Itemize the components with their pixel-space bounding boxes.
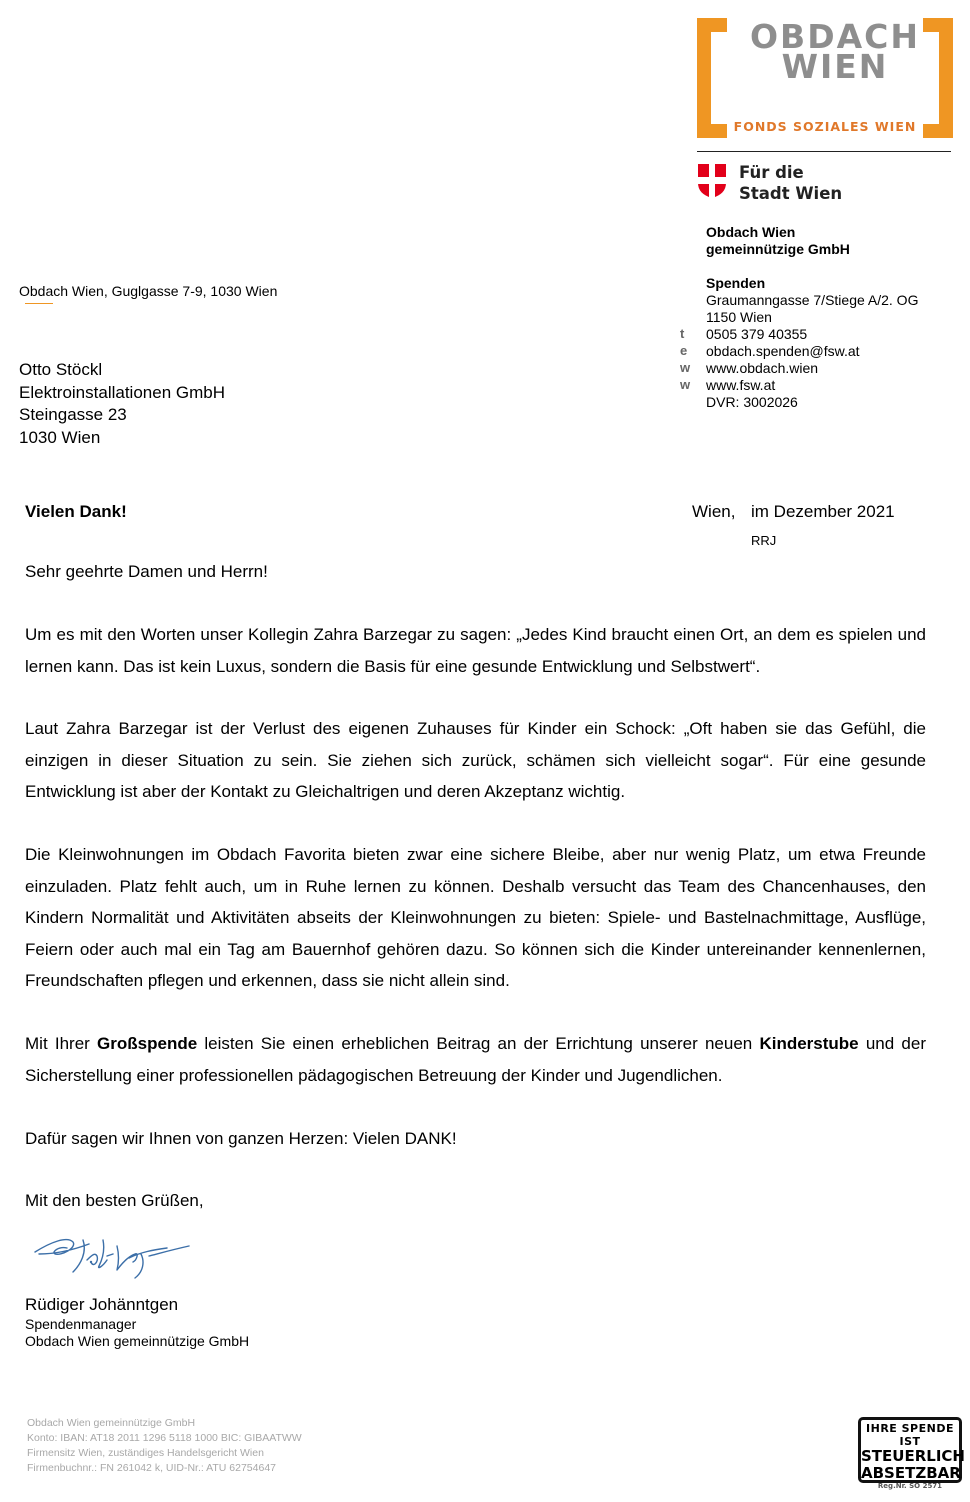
p4-bold-grossspende: Großspende	[97, 1034, 198, 1053]
paragraph-4	[25, 1028, 926, 1091]
footer-line1: Obdach Wien gemeinnützige GmbH	[27, 1417, 196, 1429]
signer-role: Spendenmanager	[25, 1316, 137, 1332]
signer-name: Rüdiger Johänntgen	[25, 1295, 179, 1314]
stadt-wien-line1: Für die	[739, 163, 804, 182]
recipient-line3: Steingasse 23	[19, 405, 127, 424]
org-name-block	[706, 224, 850, 258]
tax-deductible-badge	[858, 1417, 965, 1490]
phone-label: t	[680, 326, 685, 341]
org-name-line1: Obdach Wien	[706, 224, 796, 240]
header-divider	[697, 151, 951, 152]
logo-left-bracket	[697, 18, 727, 138]
org-name-line2: gemeinnützige GmbH	[706, 241, 850, 257]
footer-line2: Konto: IBAN: AT18 2011 1296 5118 1000 BIC: GIBAATWW	[27, 1432, 302, 1444]
handwritten-signature	[33, 1232, 193, 1280]
paragraph-3: Die Kleinwohnungen im Obdach Favorita bieten zwar eine sichere Bleibe, aber nur wenig Platz, um etwa Freunde einzuladen. Platz fehlt auch, um in Ruhe lernen zu können. Deshalb versucht das Team des Chancenhauses, den Kindern Normalität und Aktivitäten abseits der Kleinwohnungen zu bieten: Spiele- und Bastelnachmittage, Ausflüge, Feiern oder auch mal ein Tag am Bauernhof gehören dazu. So können sich die Kinder untereinander kennenlernen, Freundschaften pflegen und erkennen, dass sie nicht allein sind.	[25, 845, 926, 990]
p4-text-a: Mit Ihrer	[25, 1034, 98, 1053]
wien-coat-of-arms-icon	[697, 163, 727, 199]
org-web1[interactable]: www.obdach.wien	[706, 360, 819, 376]
org-address-line1: Graumanngasse 7/Stiege A/2. OG	[706, 292, 919, 308]
paragraph-5: Dafür sagen wir Ihnen von ganzen Herzen: Vielen DANK!	[25, 1129, 457, 1148]
footer-line4: Firmenbuchnr.: FN 261042 k, UID-Nr.: ATU 62754647	[27, 1462, 277, 1474]
logo-subtitle: FONDS SOZIALES WIEN	[733, 119, 917, 134]
org-section: Spenden	[706, 275, 766, 291]
date-place: Wien,	[692, 502, 736, 521]
org-address-line2: 1150 Wien	[706, 309, 772, 325]
sender-underline	[25, 303, 53, 304]
reference-code: RRJ	[751, 533, 777, 548]
recipient-line2: Elektroinstallationen GmbH	[19, 382, 225, 402]
signer-org: Obdach Wien gemeinnützige GmbH	[25, 1333, 250, 1349]
badge-line2: STEUERLICH	[861, 1447, 965, 1465]
footer-line3: Firmensitz Wien, zuständiges Handelsgericht Wien	[27, 1447, 264, 1459]
logo-word-wien: WIEN	[781, 47, 889, 86]
paragraph-2: Laut Zahra Barzegar ist der Verlust des eigenen Zuhauses für Kinder ein Schock: „Oft haben sie das Gefühl, die einzigen in dieser Situation zu sein. Sie ziehen sich zurück, schämen sich vielleicht sogar“. Für eine gesunde Entwicklung ist aber der Kontakt zu Gleichaltrigen und deren Akzeptanz wichtig.	[25, 719, 926, 801]
recipient-line1: Otto Stöckl	[19, 360, 103, 379]
letter-date: im Dezember 2021	[751, 502, 895, 521]
logo-word-obdach: OBDACH	[750, 17, 920, 56]
p4-bold-kinderstube: Kinderstube	[759, 1034, 859, 1053]
closing: Mit den besten Grüßen,	[25, 1191, 204, 1210]
email-label: e	[680, 343, 688, 358]
org-dvr: DVR: 3002026	[706, 394, 798, 410]
sender-line: Obdach Wien, Guglgasse 7-9, 1030 Wien	[19, 283, 278, 299]
letter-subject: Vielen Dank!	[25, 502, 127, 521]
org-email[interactable]: obdach.spenden@fsw.at	[706, 343, 860, 359]
salutation: Sehr geehrte Damen und Herrn!	[25, 562, 268, 581]
p4-text-e: und der Sicherstellung einer professionellen pädagogischen Betreuung der Kinder und Jugendlichen.	[25, 1034, 926, 1085]
p4-text-c: leisten Sie einen erheblichen Beitrag an der Errichtung unserer neuen	[197, 1034, 760, 1053]
org-web2[interactable]: www.fsw.at	[706, 377, 776, 393]
signer-details	[25, 1316, 249, 1350]
footer	[27, 1416, 302, 1476]
paragraph-1: Um es mit den Worten unser Kollegin Zahra Barzegar zu sagen: „Jedes Kind braucht einen Ort, an dem es spielen und lernen kann. Das ist kein Luxus, sondern die Basis für eine gesunde Entwicklung und Selbstwert“.	[25, 625, 926, 676]
recipient-address	[19, 359, 225, 449]
recipient-line4: 1030 Wien	[19, 427, 101, 447]
badge-line4: Reg.Nr. SO 2571	[877, 1482, 943, 1490]
web1-label: w	[680, 360, 691, 375]
stadt-wien-line2: Stadt Wien	[739, 184, 843, 203]
badge-line1: IHRE SPENDE IST	[866, 1422, 954, 1448]
obdach-wien-logo	[697, 18, 953, 140]
org-phone: 0505 379 40355	[706, 326, 808, 342]
web2-label: w	[680, 377, 691, 392]
org-contact-block	[706, 275, 918, 411]
badge-line3: ABSETZBAR	[861, 1464, 961, 1482]
